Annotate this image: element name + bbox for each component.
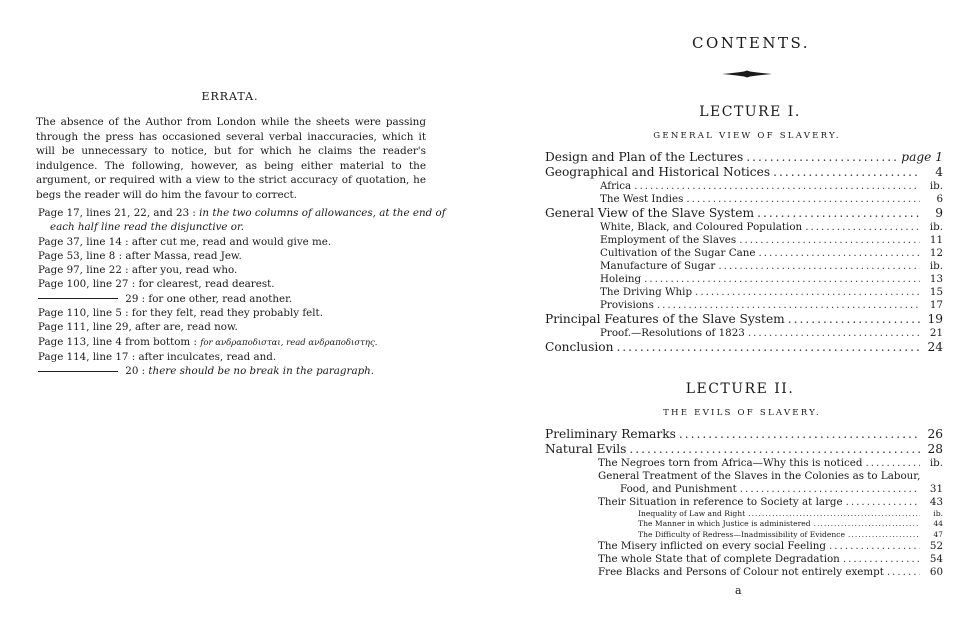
toc-entry-text: Inequality of Law and Right <box>638 508 746 518</box>
toc-page-number: 47 <box>933 529 943 539</box>
leader-dots <box>865 457 920 469</box>
errata-ref: 29 : <box>125 292 146 305</box>
leader-dots <box>657 299 920 311</box>
toc-page-number: 31 <box>929 482 943 495</box>
leader-dots <box>843 553 920 565</box>
errata-ref: Page 114, line 17 : <box>38 350 136 363</box>
leader-dots <box>634 180 920 192</box>
toc-entry-text: The Manner in which Justice is administered <box>638 519 811 529</box>
toc-entry-text: Design and Plan of the Lectures <box>545 150 744 164</box>
toc-entry-text: Provisions <box>600 299 654 311</box>
leader-dots <box>759 247 921 259</box>
toc-entry-text: Cultivation of the Sugar Cane <box>600 247 756 259</box>
leader-dots <box>679 427 920 441</box>
toc-entry[interactable] <box>545 234 943 247</box>
leader-dots <box>746 150 898 164</box>
toc-page-number: 4 <box>935 165 943 179</box>
toc-entry-text: Their Situation in reference to Society at large <box>598 495 843 508</box>
leader-dots <box>695 286 920 298</box>
signature-mark: a <box>735 584 742 597</box>
toc-page-number: 11 <box>929 234 943 246</box>
ditto-dash <box>38 371 118 372</box>
toc-entry[interactable] <box>545 470 943 496</box>
toc-entry[interactable] <box>545 496 943 509</box>
toc-page-number: 12 <box>929 247 943 259</box>
errata-item <box>38 306 430 320</box>
errata-ref: Page 111, line 29, <box>38 321 132 334</box>
errata-fix: for ανδραποδισται, read ανδραποδιστης. <box>200 337 378 348</box>
toc-entry[interactable] <box>545 427 943 442</box>
toc-entry[interactable] <box>545 442 943 457</box>
toc-entry-text: Free Blacks and Persons of Colour not entirely exempt <box>598 566 884 579</box>
leader-dots <box>718 260 920 272</box>
toc-entry-text: Principal Features of the Slave System <box>545 312 785 326</box>
toc-page-number: 26 <box>927 427 943 441</box>
toc-entry-text: General Treatment of the Slaves in the Colonies as to Labour, <box>598 470 921 482</box>
toc-entry[interactable] <box>545 150 943 165</box>
toc-entry[interactable] <box>545 530 943 541</box>
toc-entry-continuation <box>598 483 943 496</box>
toc-entry[interactable] <box>545 247 943 260</box>
leader-dots <box>739 234 920 246</box>
errata-fix: after are, read now. <box>135 321 238 334</box>
errata-fix: after Massa, read Jew. <box>125 249 242 262</box>
toc-page-number: 15 <box>929 286 943 298</box>
toc-entry[interactable] <box>545 327 943 340</box>
leader-dots <box>748 509 920 518</box>
errata-intro-paragraph <box>36 115 426 202</box>
toc-entry[interactable] <box>545 165 943 180</box>
errata-ref: Page 100, line 27 : <box>38 278 136 291</box>
lecture-2-toc <box>545 427 943 579</box>
toc-entry[interactable] <box>545 299 943 312</box>
errata-item <box>38 364 430 378</box>
toc-entry-text: Africa <box>600 180 632 192</box>
toc-entry-text: Conclusion <box>545 340 614 354</box>
toc-entry-text: Manufacture of Sugar <box>600 260 716 272</box>
toc-page-number: ib. <box>933 508 943 518</box>
leader-dots <box>629 442 920 456</box>
lecture-1-title: LECTURE I. <box>699 104 801 120</box>
toc-entry[interactable] <box>545 519 943 530</box>
errata-item <box>38 220 430 234</box>
toc-entry[interactable] <box>545 553 943 566</box>
leader-dots <box>748 327 920 339</box>
toc-entry[interactable] <box>545 457 943 470</box>
errata-title: ERRATA. <box>201 90 259 103</box>
toc-page-number: 54 <box>929 553 943 566</box>
lecture-2-title: LECTURE II. <box>685 381 795 397</box>
toc-entry[interactable] <box>545 566 943 579</box>
errata-ref: Page 37, line 14 : <box>38 235 129 248</box>
toc-entry[interactable] <box>545 312 943 327</box>
toc-page-number: ib. <box>929 221 943 233</box>
toc-entry-text: The Driving Whip <box>600 286 693 298</box>
errata-ref: Page 110, line 5 : <box>38 307 129 320</box>
errata-ref: 20 : <box>125 365 146 378</box>
toc-page-number: 19 <box>927 312 943 326</box>
toc-page-number: 9 <box>935 206 943 220</box>
toc-entry-text: Geographical and Historical Notices <box>545 165 771 179</box>
lecture-1-subtitle: GENERAL VIEW OF SLAVERY. <box>653 131 841 141</box>
leader-dots <box>846 496 920 508</box>
errata-ref: Page 53, line 8 : <box>38 249 123 262</box>
toc-page-number: ib. <box>929 180 943 192</box>
errata-fix: for they felt, read they probably felt. <box>131 307 323 320</box>
toc-entry-text: General View of the Slave System <box>545 206 755 220</box>
leader-dots <box>644 273 920 285</box>
contents-title: CONTENTS. <box>692 34 810 52</box>
errata-item <box>38 206 446 220</box>
lecture-1-toc <box>545 150 943 355</box>
errata-item <box>38 320 430 334</box>
errata-fix: there should be no break in the paragraph. <box>148 365 375 378</box>
toc-page-number: 6 <box>936 193 943 205</box>
toc-page-number: 44 <box>933 519 943 529</box>
toc-page-number: 21 <box>929 327 943 339</box>
lecture-2-subtitle: THE EVILS OF SLAVERY. <box>663 408 821 418</box>
toc-page-number: 13 <box>929 273 943 285</box>
toc-page-number: 52 <box>929 540 943 553</box>
toc-entry-text: The Difficulty of Redress—Inadmissibility of Evidence <box>638 529 845 539</box>
errata-item <box>38 350 430 364</box>
leader-dots <box>616 340 920 354</box>
toc-entry-text: Proof.—Resolutions of 1823 <box>600 327 745 339</box>
toc-entry-text: Holeing <box>600 273 642 285</box>
toc-page-number: ib. <box>929 260 943 272</box>
toc-entry-text: Food, and Punishment <box>620 482 737 495</box>
errata-fix: after cut me, read and would give me. <box>131 235 332 248</box>
toc-entry[interactable] <box>545 340 943 355</box>
toc-page-number: 43 <box>929 495 943 508</box>
toc-entry-text: The Negroes torn from Africa—Why this is noticed <box>598 457 863 469</box>
toc-page-number: page 1 <box>901 150 943 164</box>
errata-fix: in the two columns of allowances, at the end of <box>199 207 446 219</box>
toc-entry-text: The whole State that of complete Degradation <box>598 553 840 566</box>
contents-page <box>490 0 980 620</box>
leader-dots <box>788 312 920 326</box>
errata-fix: after you, read who. <box>131 264 238 277</box>
errata-fix: for one other, read another. <box>148 292 293 305</box>
toc-entry[interactable] <box>545 206 943 221</box>
errata-item <box>38 335 430 350</box>
leader-dots <box>805 221 920 233</box>
toc-entry-text: The West Indies <box>600 193 684 205</box>
toc-entry-text: Employment of the Slaves <box>600 234 737 246</box>
errata-fix: after inculcates, read and. <box>138 350 277 363</box>
toc-page-number: 60 <box>929 566 943 579</box>
toc-entry[interactable] <box>545 221 943 234</box>
leader-dots <box>740 483 920 496</box>
errata-fix: for clearest, read dearest. <box>138 278 275 291</box>
toc-page-number: ib. <box>929 457 943 469</box>
toc-entry[interactable] <box>545 260 943 273</box>
toc-page-number: 17 <box>929 299 943 311</box>
toc-entry[interactable] <box>545 193 943 206</box>
leader-dots <box>686 193 920 205</box>
leader-dots <box>773 165 920 179</box>
ornament-rule-icon <box>722 70 772 78</box>
errata-paragraph-text: The absence of the Author from London while the sheets were passing through the press has occasioned several verbal inaccuracies, which it will be unnecessary to notice, but for which he claims the reader's indulgence. The following, however, as being either material to the argument, or required with a view to the strict accuracy of quotation, he begs the reader will do him the favour to correct. <box>36 116 426 201</box>
errata-item <box>38 263 430 277</box>
leader-dots <box>887 566 920 578</box>
leader-dots <box>757 206 920 220</box>
errata-list <box>38 206 446 379</box>
toc-entry-text: Natural Evils <box>545 442 627 456</box>
ditto-dash <box>38 298 118 299</box>
toc-entry[interactable] <box>545 540 943 553</box>
errata-item <box>38 235 430 249</box>
errata-item <box>38 292 430 306</box>
toc-entry-text: The Misery inflicted on every social Feeling <box>598 540 826 553</box>
toc-page-number: 28 <box>927 442 943 456</box>
errata-fix: each half line read the disjunctive or. <box>50 221 245 234</box>
toc-entry-text: White, Black, and Coloured Population <box>600 221 803 233</box>
leader-dots <box>848 530 920 539</box>
errata-ref: Page 97, line 22 : <box>38 264 129 277</box>
toc-entry-text: Preliminary Remarks <box>545 427 676 441</box>
leader-dots <box>829 540 920 552</box>
toc-entry[interactable] <box>545 509 943 520</box>
toc-page-number: 24 <box>927 340 943 354</box>
errata-item <box>38 249 430 263</box>
toc-entry[interactable] <box>545 286 943 299</box>
errata-item <box>38 277 430 291</box>
toc-entry[interactable] <box>545 180 943 193</box>
errata-ref: Page 113, line 4 from bottom : <box>38 335 197 348</box>
leader-dots <box>814 519 920 528</box>
errata-ref: Page 17, lines 21, 22, and 23 : <box>38 207 196 219</box>
toc-entry[interactable] <box>545 273 943 286</box>
